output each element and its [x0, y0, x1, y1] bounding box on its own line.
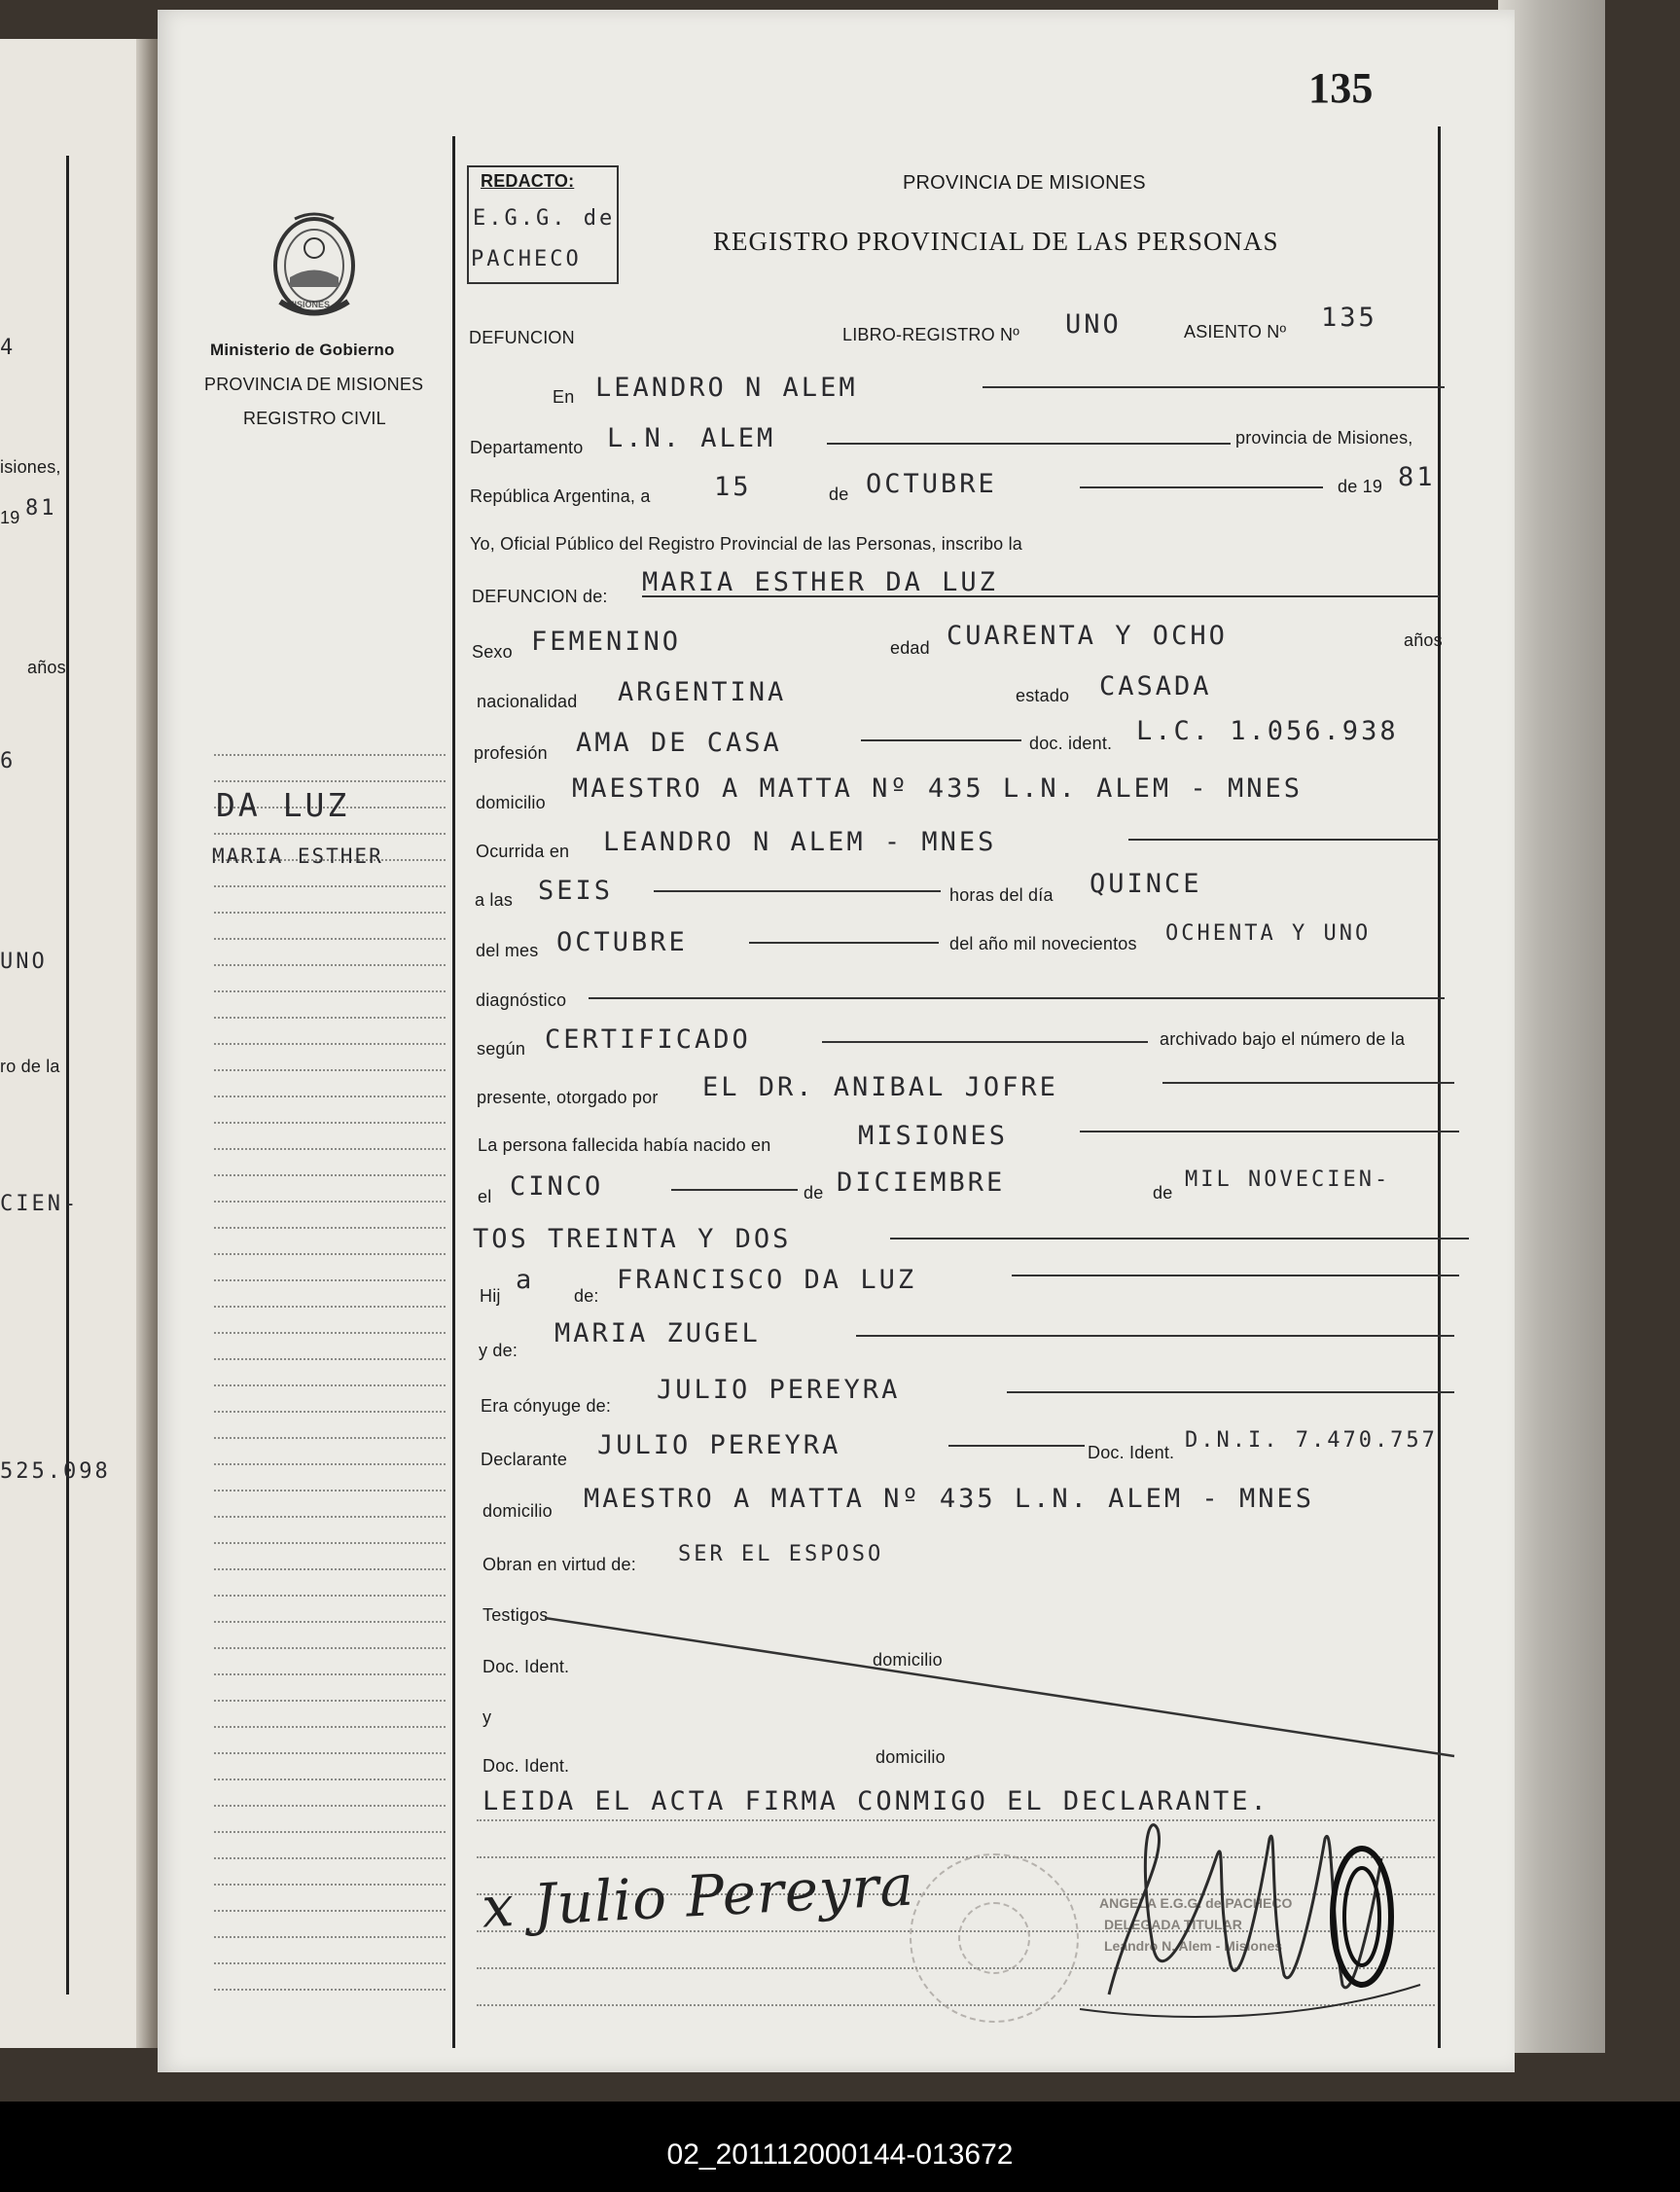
anos-label: años [1404, 630, 1443, 650]
fill-line [1007, 1391, 1454, 1393]
mes-value: OCTUBRE [556, 927, 688, 957]
departamento-value: L.N. ALEM [607, 423, 776, 453]
fill-line [827, 443, 1231, 445]
ruled-line [214, 1831, 446, 1833]
obran-label: Obran en virtud de: [483, 1555, 636, 1574]
otorgado-label: presente, otorgado por [477, 1088, 659, 1107]
ruled-line [214, 1726, 446, 1728]
ruled-line [214, 754, 446, 756]
madre-label: y de: [479, 1341, 518, 1360]
declarante-doc-label: Doc. Ident. [1088, 1443, 1175, 1462]
ruled-line [214, 1253, 446, 1255]
ruled-line [214, 1437, 446, 1439]
testigos-label: Testigos [483, 1605, 549, 1625]
fill-line [1162, 1082, 1454, 1084]
en-value: LEANDRO N ALEM [595, 373, 858, 403]
fecha-de-label: de [829, 485, 849, 504]
page-number: 135 [1308, 64, 1374, 112]
fill-line [642, 595, 1440, 597]
fecha-label: República Argentina, a [470, 486, 651, 506]
ruled-line [214, 1595, 446, 1597]
ministry-label: Ministerio de Gobierno [210, 341, 395, 359]
domicilio-value: MAESTRO A MATTA Nº 435 L.N. ALEM - MNES [572, 773, 1303, 804]
ruled-line [214, 1358, 446, 1360]
testigo2-domicilio-label: domicilio [876, 1747, 946, 1767]
departamento-suffix: provincia de Misiones, [1235, 428, 1413, 448]
hija-de-label: de: [574, 1286, 599, 1306]
asiento-value: 135 [1321, 303, 1377, 333]
testigo2-doc-label: Doc. Ident. [483, 1756, 570, 1776]
left-fragment: isiones, [0, 457, 61, 477]
ruled-line [214, 1962, 446, 1964]
fill-line [861, 739, 1021, 741]
closing-statement: LEIDA EL ACTA FIRMA CONMIGO EL DECLARANTE. [483, 1786, 1269, 1816]
left-fragment: 525.098 [0, 1459, 111, 1484]
ruled-line [214, 990, 446, 992]
testigo1-doc-label: Doc. Ident. [483, 1657, 570, 1676]
testigo-y-label: y [483, 1707, 492, 1727]
nacionalidad-value: ARGENTINA [618, 677, 787, 707]
header-title: REGISTRO PROVINCIAL DE LAS PERSONAS [713, 227, 1279, 256]
left-page [0, 39, 146, 2048]
ruled-line [214, 1174, 446, 1176]
archivado-label: archivado bajo el número de la [1160, 1029, 1406, 1049]
nacimiento-anio-b: TOS TREINTA Y DOS [473, 1224, 792, 1254]
ruled-line [214, 912, 446, 914]
nacido-value: MISIONES [858, 1121, 1009, 1151]
ruled-line [214, 1122, 446, 1124]
fill-line [1128, 839, 1440, 841]
declarante-label: Declarante [481, 1450, 568, 1469]
nacido-label: La persona fallecida había nacido en [478, 1135, 771, 1155]
registry-label: REGISTRO CIVIL [243, 409, 386, 428]
ruled-line [214, 1673, 446, 1675]
left-fragment: ro de la [0, 1057, 60, 1076]
ruled-line [214, 1043, 446, 1045]
fecha-mes: OCTUBRE [866, 469, 997, 499]
hora-dia-value: QUINCE [1090, 869, 1202, 899]
edad-label: edad [890, 638, 930, 658]
diagnostico-label: diagnóstico [476, 990, 567, 1010]
ocurrida-label: Ocurrida en [476, 842, 570, 861]
nacimiento-de1: de [804, 1183, 824, 1203]
emblem-caption: MISIONES [287, 300, 331, 309]
margin-given-name: MARIA ESTHER [212, 844, 383, 868]
ruled-line [214, 1568, 446, 1570]
fill-line [654, 890, 941, 892]
redacto-box [467, 165, 619, 284]
fill-line [1080, 1131, 1459, 1132]
province-label: PROVINCIA DE MISIONES [204, 375, 424, 394]
ruled-line [214, 1779, 446, 1780]
hora-label: a las [475, 890, 514, 910]
scan-id-label: 02_201112000144-013672 [666, 2138, 1014, 2171]
fill-line [671, 1189, 798, 1191]
hija-label: Hij [480, 1286, 501, 1306]
redacto-label: REDACTO: [481, 171, 575, 191]
ruled-line [214, 780, 446, 782]
fecha-anio-label: de 19 [1338, 477, 1383, 496]
domicilio-label: domicilio [476, 793, 546, 812]
stamp-line-3: Leandro N. Alem - Misiones [1104, 1938, 1283, 1954]
fill-line [948, 1445, 1085, 1447]
defuncion-value: MARIA ESTHER DA LUZ [642, 567, 998, 597]
ruled-line [214, 1910, 446, 1912]
ruled-line [214, 1516, 446, 1518]
nacimiento-mes: DICIEMBRE [837, 1168, 1006, 1198]
mes-anio-label: del año mil novecientos [949, 934, 1137, 953]
defuncion-label: DEFUNCION de: [472, 587, 608, 606]
redacto-line-2: PACHECO [471, 247, 582, 271]
mes-label: del mes [476, 941, 539, 960]
ruled-line [214, 1490, 446, 1491]
margin-column-line [452, 136, 455, 2048]
fill-line [983, 386, 1445, 388]
left-fragment: 81 [25, 496, 57, 521]
nacionalidad-label: nacionalidad [477, 692, 578, 711]
libro-value: UNO [1065, 309, 1122, 340]
fecha-dia: 15 [714, 472, 752, 502]
asiento-label: ASIENTO Nº [1184, 322, 1287, 341]
fill-line [856, 1335, 1454, 1337]
ruled-line [214, 1148, 446, 1150]
header-province: PROVINCIA DE MISIONES [903, 172, 1146, 194]
conyuge-label: Era cónyuge de: [481, 1396, 612, 1416]
hora-dia-label: horas del día [949, 885, 1054, 905]
segun-value: CERTIFICADO [545, 1024, 751, 1055]
domicilio2-label: domicilio [483, 1501, 553, 1521]
fill-line [1080, 486, 1323, 488]
ocurrida-value: LEANDRO N ALEM - MNES [603, 827, 997, 857]
fill-line [890, 1238, 1469, 1240]
nacimiento-dia: CINCO [510, 1171, 604, 1202]
ruled-line [214, 1096, 446, 1097]
domicilio2-value: MAESTRO A MATTA Nº 435 L.N. ALEM - MNES [584, 1484, 1314, 1514]
nacimiento-de2: de [1153, 1183, 1173, 1203]
ruled-line [214, 1621, 446, 1623]
ruled-line [214, 964, 446, 966]
ruled-line [214, 1647, 446, 1649]
ruled-line [214, 1306, 446, 1308]
left-fragment: UNO [0, 950, 48, 974]
ruled-line [214, 1542, 446, 1544]
nacimiento-el-label: el [478, 1187, 492, 1206]
doc-ident-label: doc. ident. [1029, 734, 1113, 753]
ruled-line [214, 1752, 446, 1754]
estado-value: CASADA [1099, 671, 1212, 701]
profesion-label: profesión [474, 743, 548, 763]
madre-value: MARIA ZUGEL [554, 1318, 761, 1348]
departamento-label: Departamento [470, 438, 584, 457]
fecha-anio: 81 [1398, 462, 1436, 492]
ruled-line [214, 1884, 446, 1886]
profesion-value: AMA DE CASA [576, 728, 782, 758]
fill-line [1012, 1275, 1459, 1276]
margin-surname: DA LUZ [216, 786, 350, 824]
ruled-line [214, 885, 446, 887]
doc-ident-value: L.C. 1.056.938 [1136, 716, 1399, 746]
obran-value: SER EL ESPOSO [678, 1542, 884, 1566]
ruled-line [214, 1463, 446, 1465]
ruled-line [214, 1936, 446, 1938]
mes-anio-value: OCHENTA Y UNO [1165, 921, 1372, 946]
ruled-line [214, 1700, 446, 1702]
ruled-line [214, 1989, 446, 1991]
conyuge-value: JULIO PEREYRA [657, 1375, 901, 1405]
record-type: DEFUNCION [469, 328, 575, 347]
ruled-line [214, 1384, 446, 1386]
en-label: En [553, 387, 575, 407]
declarante-value: JULIO PEREYRA [597, 1430, 841, 1460]
hija-value: FRANCISCO DA LUZ [617, 1265, 917, 1295]
libro-label: LIBRO-REGISTRO Nº [842, 325, 1019, 344]
left-fragment: años [27, 658, 66, 677]
nacimiento-anio-a: MIL NOVECIEN- [1185, 1168, 1391, 1192]
declarante-doc-value: D.N.I. 7.470.757 [1185, 1428, 1438, 1453]
fill-line [749, 942, 939, 944]
ruled-line [214, 1411, 446, 1413]
ruled-line [214, 1227, 446, 1229]
left-fragment: 6 [0, 749, 17, 773]
ruled-line [214, 1279, 446, 1281]
ruled-line [214, 938, 446, 940]
left-fragment: 19 [0, 508, 20, 527]
left-fragment: 4 [0, 336, 17, 360]
ruled-line [214, 1069, 446, 1071]
fill-line [589, 997, 1445, 999]
ruled-line [214, 1805, 446, 1807]
ruled-line [214, 1332, 446, 1334]
fill-line [822, 1041, 1148, 1043]
oficial-text: Yo, Oficial Público del Registro Provincial de las Personas, inscribo la [470, 534, 1023, 554]
official-seal-inner [958, 1902, 1030, 1974]
witness-strike-line [545, 1610, 1459, 1766]
stamp-line-2: DELEGADA TITULAR [1104, 1917, 1242, 1932]
hora-value: SEIS [538, 876, 614, 906]
testigo1-domicilio-label: domicilio [873, 1650, 943, 1670]
official-signature-scribble [1070, 1800, 1440, 2024]
left-fragment: CIEN- [0, 1192, 80, 1216]
estado-label: estado [1016, 686, 1070, 705]
left-page-column-line [66, 156, 69, 1994]
ruled-line [214, 833, 446, 835]
sexo-value: FEMENINO [531, 627, 682, 657]
sexo-label: Sexo [472, 642, 513, 662]
segun-label: según [477, 1039, 526, 1059]
ruled-line [214, 1017, 446, 1019]
hija-letter: a [516, 1265, 535, 1295]
declarant-signature: x Julio Pereyra [480, 1851, 916, 1941]
edad-value: CUARENTA Y OCHO [947, 621, 1228, 651]
otorgado-value: EL DR. ANIBAL JOFRE [702, 1072, 1058, 1102]
ruled-line [214, 1201, 446, 1203]
redacto-line-1: E.G.G. de [473, 206, 616, 231]
stamp-line-1: ANGELA E.G.G. de PACHECO [1099, 1895, 1293, 1911]
ruled-line [214, 1857, 446, 1859]
